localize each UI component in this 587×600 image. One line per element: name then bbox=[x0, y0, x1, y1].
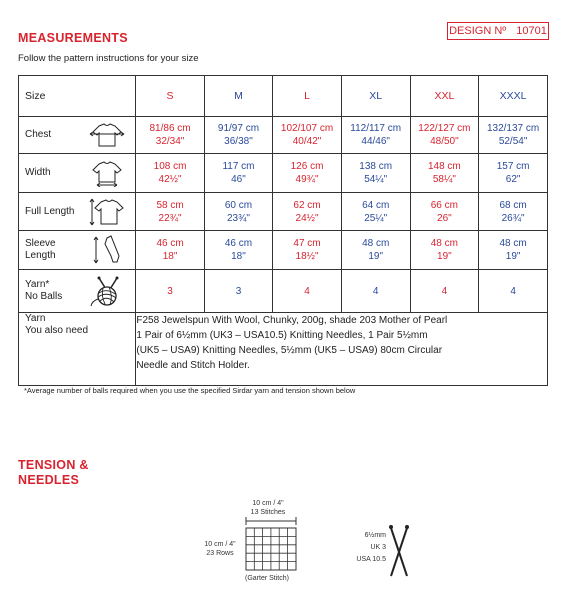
full-length-xxxl: 68 cm 26¾" bbox=[479, 193, 548, 231]
size-xxxl: XXXL bbox=[479, 76, 548, 117]
tension-stitches-label: 10 cm / 4" 13 Stitches bbox=[250, 500, 286, 516]
size-xxl: XXL bbox=[410, 76, 479, 117]
size-s: S bbox=[136, 76, 204, 117]
table-row-yarn-details bbox=[19, 313, 548, 386]
sleeve-length-icon bbox=[79, 231, 136, 270]
width-icon bbox=[79, 154, 136, 193]
yarn-details-text bbox=[136, 313, 548, 386]
width-m: 117 cm 46" bbox=[204, 154, 272, 193]
full-length-s: 58 cm 22¾" bbox=[136, 193, 204, 231]
tension-rows-label: 10 cm / 4" 23 Rows bbox=[204, 541, 236, 557]
measurements-heading: MEASUREMENTS bbox=[18, 31, 128, 45]
tension-swatch-grid bbox=[245, 527, 297, 571]
full-length-l: 62 cm 24½" bbox=[273, 193, 342, 231]
table-row-full-length bbox=[19, 193, 548, 231]
table-row-yarn-balls bbox=[19, 270, 548, 313]
size-xl: XL bbox=[341, 76, 410, 117]
table-row-width bbox=[19, 154, 548, 193]
full-length-xl: 64 cm 25¼" bbox=[341, 193, 410, 231]
sleeve-length-m: 46 cm 18" bbox=[204, 231, 272, 270]
size-label: Size bbox=[19, 76, 136, 117]
yarn-ball-icon bbox=[79, 270, 136, 313]
yarn-text: F258 Jewelspun With Wool, Chunky, 200g, shade 203 Mother of Pearl bbox=[136, 315, 448, 326]
sleeve-length-xxxl: 48 cm 19" bbox=[479, 231, 548, 270]
also-need-line-1: 1 Pair of 6½mm (UK3 – USA10.5) Knitting Needles, 1 Pair 5½mm bbox=[136, 330, 428, 341]
width-xxl: 148 cm 58¼" bbox=[410, 154, 479, 193]
yarn-balls-label: Yarn* No Balls bbox=[19, 270, 80, 313]
table-row-sleeve-length bbox=[19, 231, 548, 270]
width-xl: 138 cm 54¼" bbox=[341, 154, 410, 193]
also-need-line-3: Needle and Stitch Holder. bbox=[136, 360, 250, 371]
full-length-m: 60 cm 23¾" bbox=[204, 193, 272, 231]
also-need-line-2: (UK5 – USA9) Knitting Needles, 5½mm (UK5 – USA9) 80cm Circular bbox=[136, 345, 443, 356]
design-number: 10701 bbox=[516, 25, 547, 37]
balls-footnote: *Average number of balls required when you use the specified Sirdar yarn and tension shown below bbox=[24, 386, 356, 395]
sleeve-length-l: 47 cm 18½" bbox=[273, 231, 342, 270]
sleeve-length-s: 46 cm 18" bbox=[136, 231, 204, 270]
chest-xxxl: 132/137 cm 52/54" bbox=[479, 117, 548, 154]
table-row-size bbox=[19, 76, 548, 117]
full-length-xxl: 66 cm 26" bbox=[410, 193, 479, 231]
table-row-chest bbox=[19, 117, 548, 154]
chest-xl: 112/117 cm 44/46" bbox=[341, 117, 410, 154]
tension-heading: TENSION & NEEDLES bbox=[18, 458, 89, 487]
chest-s: 81/86 cm 32/34" bbox=[136, 117, 204, 154]
design-number-box bbox=[447, 22, 549, 40]
knitting-needles-icon bbox=[386, 522, 412, 580]
yarn-balls-m: 3 bbox=[204, 270, 272, 313]
chest-l: 102/107 cm 40/42" bbox=[273, 117, 342, 154]
measurements-table bbox=[18, 75, 548, 386]
design-label: DESIGN Nº bbox=[449, 25, 507, 37]
size-m: M bbox=[204, 76, 272, 117]
yarn-balls-s: 3 bbox=[136, 270, 204, 313]
full-length-label: Full Length bbox=[19, 193, 80, 231]
chest-icon bbox=[79, 117, 136, 154]
yarn-balls-l: 4 bbox=[273, 270, 342, 313]
needle-size-label: 6½mm UK 3 USA 10.5 bbox=[356, 532, 386, 563]
width-xxxl: 157 cm 62" bbox=[479, 154, 548, 193]
yarn-label: Yarn bbox=[25, 313, 46, 324]
width-s: 108 cm 42½" bbox=[136, 154, 204, 193]
yarn-balls-xl: 4 bbox=[341, 270, 410, 313]
yarn-balls-xxl: 4 bbox=[410, 270, 479, 313]
chest-label: Chest bbox=[19, 117, 80, 154]
also-need-label: You also need bbox=[25, 325, 89, 336]
sleeve-length-xxl: 48 cm 19" bbox=[410, 231, 479, 270]
size-l: L bbox=[273, 76, 342, 117]
measurements-intro: Follow the pattern instructions for your size bbox=[18, 53, 199, 64]
stitches-measure-arrow bbox=[243, 515, 299, 527]
chest-m: 91/97 cm 36/38" bbox=[204, 117, 272, 154]
sleeve-length-xl: 48 cm 19" bbox=[341, 231, 410, 270]
width-l: 126 cm 49¾" bbox=[273, 154, 342, 193]
full-length-icon bbox=[79, 193, 136, 231]
yarn-details-labels bbox=[19, 313, 136, 386]
garter-stitch-label: (Garter Stitch) bbox=[245, 575, 289, 582]
yarn-balls-xxxl: 4 bbox=[479, 270, 548, 313]
chest-xxl: 122/127 cm 48/50" bbox=[410, 117, 479, 154]
width-label: Width bbox=[19, 154, 80, 193]
sleeve-length-label: Sleeve Length bbox=[19, 231, 80, 270]
